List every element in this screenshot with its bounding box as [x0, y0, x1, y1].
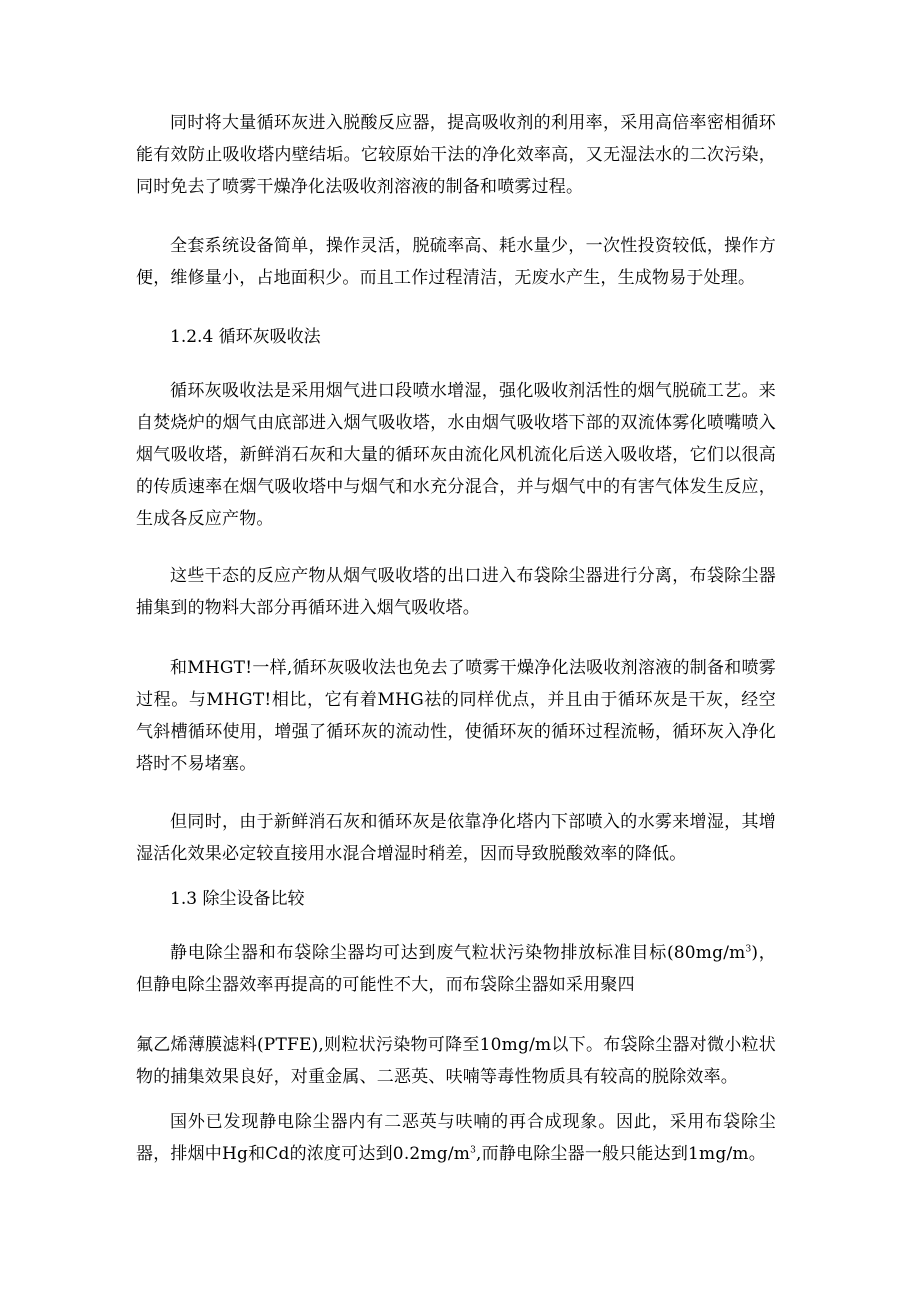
paragraph-text: 静电除尘器和布袋除尘器均可达到废气粒状污染物排放标准目标(80mg/m — [170, 943, 746, 963]
paragraph-text: ,而静电除尘器一般只能达到1mg/m。 — [476, 1144, 766, 1164]
paragraph-mhgt-comparison: 和MHGT!一样,循环灰吸收法也免去了喷雾干燥净化法吸收剂溶液的制备和喷雾过程。与MHGT!相比，它有着MHG祛的同样优点，并且由于循环灰是干灰，经空气斜槽循环使用，增强了循环灰的流动性，使循环灰的循环过程流畅，循环灰入净化塔时不易堵塞。 — [136, 658, 776, 774]
paragraph-ptfe-filter: 氟乙烯薄膜滤料(PTFE),则粒状污染物可降至10mg/m以下。布袋除尘器对微小粒状物的捕集效果良好，对重金属、二恶英、呋喃等毒性物质具有较高的脱除效率。 — [136, 1035, 776, 1087]
superscript-cubic: 3 — [745, 944, 752, 955]
paragraph-text: )，但静电除尘器效率再提高的可能性不大，而布袋除尘器如采用聚四 — [136, 943, 776, 995]
paragraph-humidification-drawback: 但同时，由于新鲜消石灰和循环灰是依靠净化塔内下部喷入的水雾来增湿，其增湿活化效果必定较直接用水混合增湿时稍差，因而导致脱酸效率的降低。 — [136, 812, 776, 864]
section-heading-1-3: 1.3 除尘设备比较 — [170, 889, 305, 909]
paragraph-dry-products: 这些干态的反应产物从烟气吸收塔的出口进入布袋除尘器进行分离，布袋除尘器捕集到的物料大部分再循环进入烟气吸收塔。 — [136, 566, 776, 618]
paragraph-text: 国外已发现静电除尘器内有二恶英与呋喃的再合成现象。因此，采用布袋除尘器，排烟中Hg和Cd的浓度可达到0.2mg/m — [136, 1112, 776, 1164]
paragraph-dust-collector-comparison — [136, 937, 776, 1001]
paragraph-circulating-ash-intro: 同时将大量循环灰进入脱酸反应器，提高吸收剂的利用率，采用高倍率密相循环能有效防止吸收塔内壁结垢。它较原始干法的净化效率高，又无湿法水的二次污染，同时免去了喷雾干燥净化法吸收剂溶液的制备和喷雾过程。 — [136, 113, 776, 197]
paragraph-system-advantages: 全套系统设备简单，操作灵活，脱硫率高、耗水量少，一次性投资较低，操作方便，维修量小，占地面积少。而且工作过程清洁，无废水产生，生成物易于处理。 — [136, 236, 776, 288]
section-heading-1-2-4: 1.2.4 循环灰吸收法 — [170, 327, 321, 347]
paragraph-circulating-ash-method: 循环灰吸收法是采用烟气进口段喷水增湿，强化吸收剂活性的烟气脱硫工艺。来自焚烧炉的烟气由底部进入烟气吸收塔，水由烟气吸收塔下部的双流体雾化喷嘴喷入烟气吸收塔，新鲜消石灰和大量的循环灰由流化风机流化后送入吸收塔，它们以很高的传质速率在烟气吸收塔中与烟气和水充分混合，并与烟气中的有害气体发生反应，生成各反应产物。 — [136, 381, 776, 529]
superscript-cubic: 3 — [470, 1145, 477, 1156]
paragraph-dioxin-resynthesis — [136, 1106, 776, 1170]
